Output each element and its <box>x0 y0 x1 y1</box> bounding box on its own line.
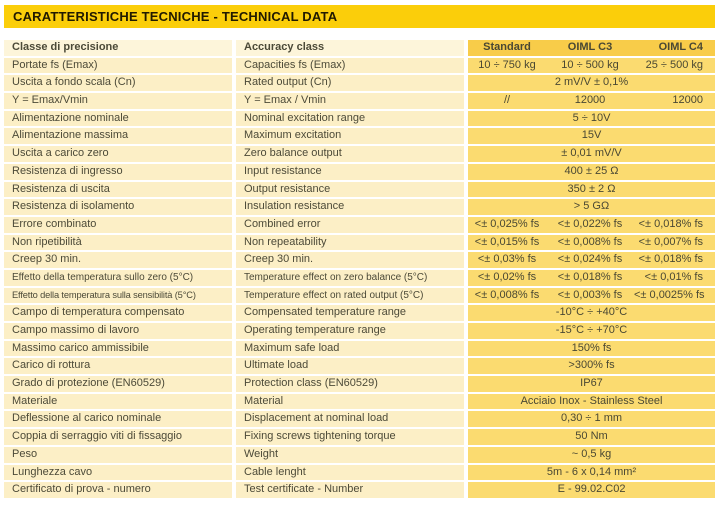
label-it: Non ripetibilità <box>4 235 232 251</box>
label-it: Certificato di prova - numero <box>4 482 232 498</box>
label-en: Compensated temperature range <box>236 305 464 321</box>
label-it: Uscita a carico zero <box>4 146 232 162</box>
value-standard: <± 0,02% fs <box>477 270 537 283</box>
label-it: Coppia di serraggio viti di fissaggio <box>4 429 232 445</box>
value-standard: <± 0,03% fs <box>477 253 537 266</box>
value-cells <box>468 270 715 286</box>
value-all-classes: 5m - 6 x 0,14 mm² <box>468 465 715 481</box>
table-body <box>4 58 715 498</box>
label-it: Resistenza di ingresso <box>4 164 232 180</box>
value-oiml-c3: <± 0,003% fs <box>557 288 623 301</box>
column-header-oiml-c4: OIML C4 <box>658 41 703 53</box>
header-label-en: Accuracy class <box>236 40 464 56</box>
value-all-classes: 350 ± 2 Ω <box>468 182 715 198</box>
value-cells <box>468 252 715 268</box>
value-oiml-c4: <± 0,007% fs <box>638 235 703 248</box>
value-oiml-c4: <± 0,01% fs <box>644 270 703 283</box>
value-oiml-c4: <± 0,018% fs <box>638 217 703 230</box>
label-en: Temperature effect on zero balance (5°C) <box>236 270 464 286</box>
value-oiml-c3: 12000 <box>574 94 606 107</box>
table-row <box>4 93 715 109</box>
value-all-classes: -10°C ÷ +40°C <box>468 305 715 321</box>
technical-data-table <box>4 40 715 498</box>
table-row <box>4 111 715 127</box>
label-en: Displacement at nominal load <box>236 411 464 427</box>
label-en: Capacities fs (Emax) <box>236 58 464 74</box>
value-cells <box>468 93 715 109</box>
table-row <box>4 358 715 374</box>
table-row <box>4 75 715 91</box>
table-row <box>4 394 715 410</box>
label-it: Creep 30 min. <box>4 252 232 268</box>
table-row <box>4 323 715 339</box>
value-standard: 10 ÷ 750 kg <box>478 58 536 71</box>
label-it: Resistenza di uscita <box>4 182 232 198</box>
value-cells <box>468 288 715 304</box>
table-row <box>4 465 715 481</box>
label-en: Cable lenght <box>236 465 464 481</box>
value-oiml-c3: 10 ÷ 500 kg <box>561 58 619 71</box>
label-it: Lunghezza cavo <box>4 465 232 481</box>
table-row <box>4 447 715 463</box>
value-cells <box>468 235 715 251</box>
label-it: Effetto della temperatura sullo zero (5°C) <box>4 270 232 286</box>
table-row <box>4 252 715 268</box>
value-all-classes: Acciaio Inox - Stainless Steel <box>468 394 715 410</box>
value-all-classes: 150% fs <box>468 341 715 357</box>
label-it: Alimentazione nominale <box>4 111 232 127</box>
value-oiml-c3: <± 0,022% fs <box>557 217 623 230</box>
label-it: Materiale <box>4 394 232 410</box>
value-all-classes: -15°C ÷ +70°C <box>468 323 715 339</box>
label-en: Material <box>236 394 464 410</box>
label-en: Ultimate load <box>236 358 464 374</box>
value-all-classes: > 5 GΩ <box>468 199 715 215</box>
value-all-classes: 0,30 ÷ 1 mm <box>468 411 715 427</box>
label-it: Effetto della temperatura sulla sensibilità (5°C) <box>4 288 232 304</box>
table-header-row <box>4 40 715 56</box>
value-cells <box>468 58 715 74</box>
label-it: Massimo carico ammissibile <box>4 341 232 357</box>
header-label-it: Classe di precisione <box>4 40 232 56</box>
label-en: Insulation resistance <box>236 199 464 215</box>
label-it: Portate fs (Emax) <box>4 58 232 74</box>
label-en: Rated output (Cn) <box>236 75 464 91</box>
label-en: Maximum excitation <box>236 128 464 144</box>
table-row <box>4 482 715 498</box>
value-all-classes: 5 ÷ 10V <box>468 111 715 127</box>
label-en: Maximum safe load <box>236 341 464 357</box>
label-it: Deflessione al carico nominale <box>4 411 232 427</box>
label-en: Y = Emax / Vmin <box>236 93 464 109</box>
value-all-classes: E - 99.02.C02 <box>468 482 715 498</box>
label-en: Output resistance <box>236 182 464 198</box>
table-row <box>4 217 715 233</box>
label-it: Carico di rottura <box>4 358 232 374</box>
label-it: Peso <box>4 447 232 463</box>
label-en: Test certificate - Number <box>236 482 464 498</box>
value-oiml-c4: 25 ÷ 500 kg <box>645 58 703 71</box>
value-oiml-c3: <± 0,018% fs <box>557 270 623 283</box>
value-all-classes: 50 Nm <box>468 429 715 445</box>
label-en: Zero balance output <box>236 146 464 162</box>
value-all-classes: 15V <box>468 128 715 144</box>
value-all-classes: ± 0,01 mV/V <box>468 146 715 162</box>
column-header-oiml-c3: OIML C3 <box>567 41 613 53</box>
label-en: Combined error <box>236 217 464 233</box>
page-title: CARATTERISTICHE TECNICHE - TECHNICAL DATA <box>4 5 715 28</box>
value-standard: <± 0,015% fs <box>474 235 540 248</box>
label-en: Fixing screws tightening torque <box>236 429 464 445</box>
table-row <box>4 199 715 215</box>
table-row <box>4 376 715 392</box>
value-cells <box>468 217 715 233</box>
value-standard: <± 0,008% fs <box>474 288 540 301</box>
label-en: Nominal excitation range <box>236 111 464 127</box>
table-row <box>4 429 715 445</box>
table-row <box>4 288 715 304</box>
value-all-classes: IP67 <box>468 376 715 392</box>
value-oiml-c4: 12000 <box>672 94 703 107</box>
label-en: Non repeatability <box>236 235 464 251</box>
label-it: Alimentazione massima <box>4 128 232 144</box>
label-it: Errore combinato <box>4 217 232 233</box>
table-row <box>4 182 715 198</box>
value-all-classes: ~ 0,5 kg <box>468 447 715 463</box>
header-value-columns <box>468 40 715 56</box>
label-en: Protection class (EN60529) <box>236 376 464 392</box>
value-standard: // <box>503 94 511 107</box>
label-en: Weight <box>236 447 464 463</box>
table-row <box>4 146 715 162</box>
table-row <box>4 270 715 286</box>
table-row <box>4 58 715 74</box>
label-en: Creep 30 min. <box>236 252 464 268</box>
value-oiml-c4: <± 0,018% fs <box>638 253 703 266</box>
table-row <box>4 411 715 427</box>
label-en: Temperature effect on rated output (5°C) <box>236 288 464 304</box>
label-en: Input resistance <box>236 164 464 180</box>
value-all-classes: >300% fs <box>468 358 715 374</box>
table-row <box>4 128 715 144</box>
label-it: Resistenza di isolamento <box>4 199 232 215</box>
value-oiml-c3: <± 0,024% fs <box>557 253 623 266</box>
label-it: Y = Emax/Vmin <box>4 93 232 109</box>
label-it: Campo di temperatura compensato <box>4 305 232 321</box>
column-header-standard: Standard <box>483 41 531 53</box>
value-standard: <± 0,025% fs <box>474 217 540 230</box>
value-oiml-c4: <± 0,0025% fs <box>634 288 705 301</box>
label-it: Campo massimo di lavoro <box>4 323 232 339</box>
value-oiml-c3: <± 0,008% fs <box>557 235 623 248</box>
table-row <box>4 164 715 180</box>
value-all-classes: 2 mV/V ± 0,1% <box>468 75 715 91</box>
table-row <box>4 341 715 357</box>
table-row <box>4 235 715 251</box>
label-it: Uscita a fondo scala (Cn) <box>4 75 232 91</box>
table-row <box>4 305 715 321</box>
label-en: Operating temperature range <box>236 323 464 339</box>
label-it: Grado di protezione (EN60529) <box>4 376 232 392</box>
value-all-classes: 400 ± 25 Ω <box>468 164 715 180</box>
